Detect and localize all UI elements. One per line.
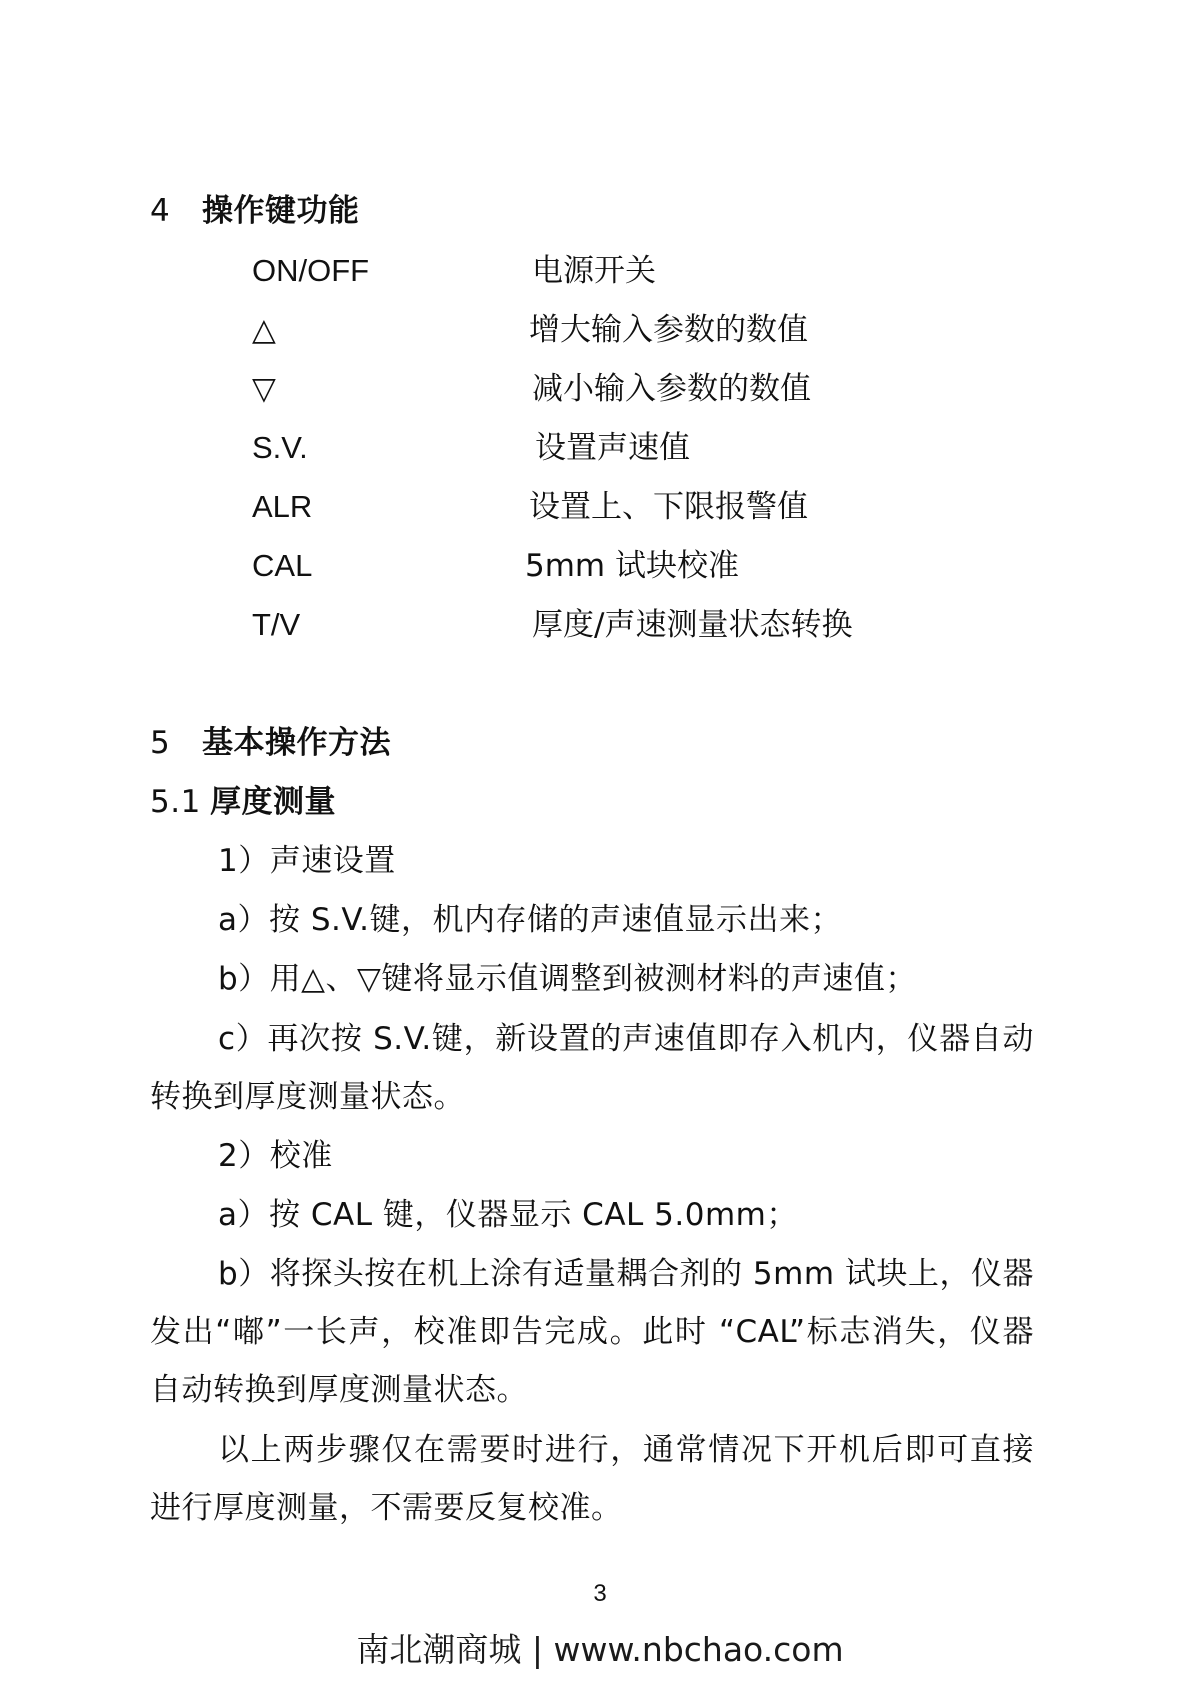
section-4-number: 4 [150, 193, 171, 229]
step-1-title: 1）声速设置 [218, 843, 396, 879]
subsection-5-1-heading [150, 782, 336, 822]
key-name: CAL [252, 548, 313, 583]
step-2-b: b）将探头按在机上涂有适量耦合剂的 5mm 试块上，仪器发出“嘟”一长声，校准即告完成。此时 “CAL”标志消失，仪器自动转换到厚度测量状态。 [150, 1256, 1034, 1408]
key-name: T/V [252, 607, 301, 642]
note-paragraph: 以上两步骤仅在需要时进行，通常情况下开机后即可直接进行厚度测量，不需要反复校准。 [150, 1432, 1034, 1526]
key-name: ALR [252, 489, 313, 524]
site-watermark: 南北潮商城 | www.nbchao.com [356, 1630, 844, 1669]
key-desc: 设置上、下限报警值 [529, 489, 808, 525]
step-1-b: b）用△、▽键将显示值调整到被测材料的声速值； [218, 961, 917, 997]
step-1-c: c）再次按 S.V.键，新设置的声速值即存入机内，仪器自动转换到厚度测量状态。 [150, 1021, 1034, 1115]
key-name: △ [252, 312, 276, 347]
section-5-number: 5 [150, 725, 171, 761]
section-4-heading [150, 191, 360, 231]
step-2-title: 2）校准 [218, 1138, 333, 1174]
section-5-heading [150, 723, 391, 763]
subsection-5-1-title: 厚度测量 [210, 784, 336, 820]
section-4-title: 操作键功能 [202, 193, 360, 229]
key-desc: 厚度/声速测量状态转换 [532, 607, 853, 643]
key-name: S.V. [252, 430, 308, 465]
key-desc: 设置声速值 [535, 430, 690, 466]
key-desc: 增大输入参数的数值 [529, 312, 808, 348]
key-name: ON/OFF [252, 253, 370, 288]
page-number: 3 [593, 1580, 607, 1607]
step-2-a: a）按 CAL 键，仪器显示 CAL 5.0mm； [218, 1197, 798, 1233]
subsection-5-1-number: 5.1 [150, 784, 201, 820]
section-5-title: 基本操作方法 [202, 725, 391, 761]
key-name: ▽ [252, 371, 276, 406]
step-1-a: a）按 S.V.键，机内存储的声速值显示出来； [218, 902, 842, 938]
key-desc: 电源开关 [532, 253, 656, 289]
key-desc: 5mm 试块校准 [525, 548, 739, 584]
key-desc: 减小输入参数的数值 [532, 371, 811, 407]
